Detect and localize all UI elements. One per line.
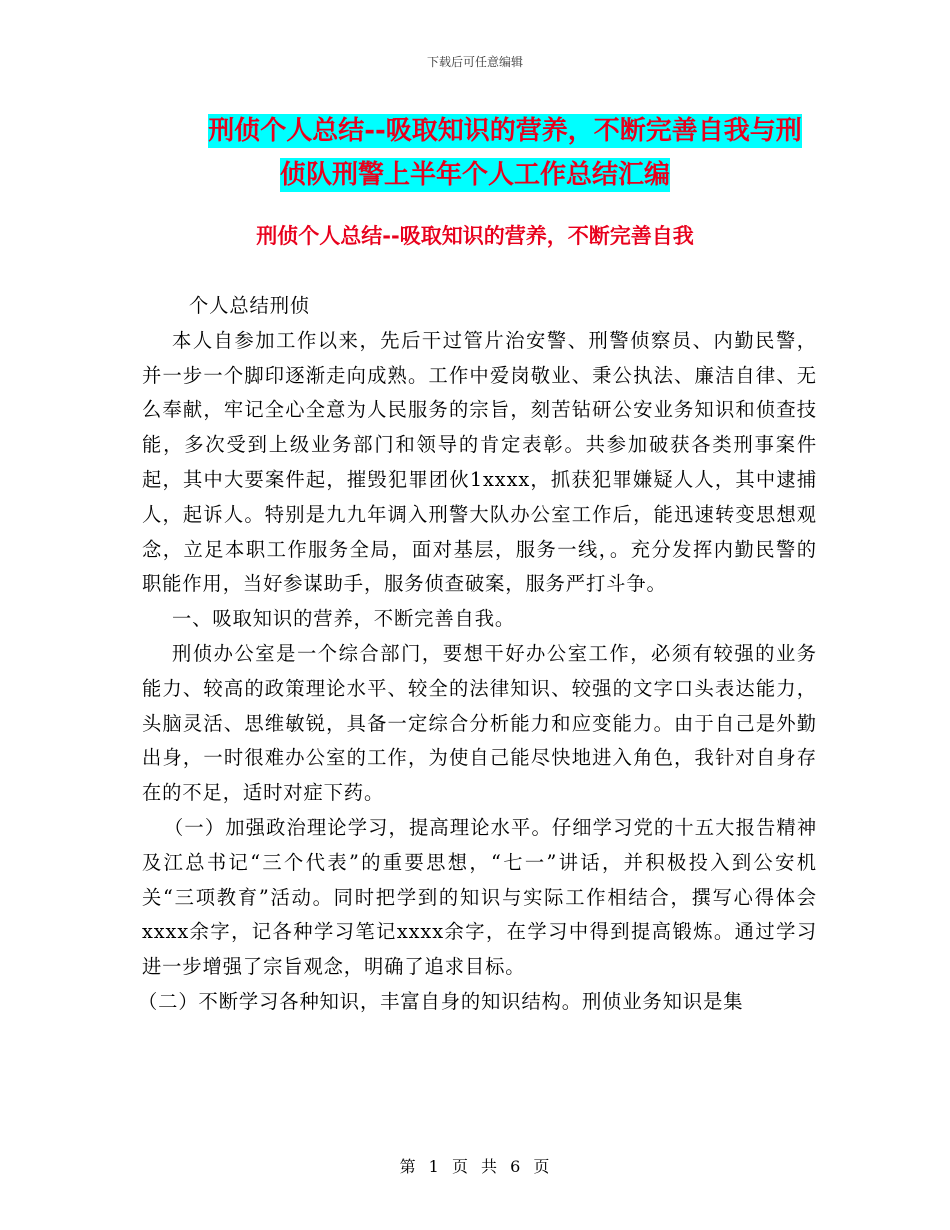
document-title-line-2 xyxy=(0,157,950,193)
header-note: 下载后可任意编辑 xyxy=(426,55,523,69)
section-title: 刑侦个人总结--吸取知识的营养，不断完善自我 xyxy=(256,224,694,248)
paragraph-item-2: （二）不断学习各种知识，丰富自身的知识结构。刑侦业务知识是集 xyxy=(138,989,744,1013)
title-line-2-text: 侦队刑警上半年个人工作总结汇编 xyxy=(279,160,670,190)
page-number: 第 1 页 共 6 页 xyxy=(399,1157,551,1176)
paragraph-keywords: 个人总结刑侦 xyxy=(189,294,311,317)
document-title-line-1 xyxy=(0,113,950,149)
paragraph-office-work: 刑侦办公室是一个综合部门，要想干好办公室工作，必须有较强的业务能力、较高的政策理论水平、较全的法律知识、较强的文字口头表达能力，头脑灵活、思维敏锐，具备一定综合分析能力和应变能力。由于自己是外勤出身，一时很难办公室的工作，为使自己能尽快地进入角色，我针对自身存在的不足，适时对症下药。 xyxy=(142,641,817,805)
title-line-1-text: 刑侦个人总结--吸取知识的营养，不断完善自我与刑 xyxy=(208,116,802,146)
paragraph-intro: 本人自参加工作以来，先后干过管片治安警、刑警侦察员、内勤民警，并一步一个脚印逐渐走向成熟。工作中爱岗敬业、秉公执法、廉洁自律、无么奉献，牢记全心全意为人民服务的宗旨，刻苦钻研公安业务知识和侦查技能，多次受到上级业务部门和领导的肯定表彰。共参加破获各类刑事案件起，其中大要案件起，摧毁犯罪团伙1xxxx，抓获犯罪嫌疑人人，其中逮捕人，起诉人。特别是九九年调入刑警大队办公室工作后，能迅速转变思想观念，立足本职工作服务全局，面对基层，服务一线，。充分发挥内勤民警的职能作用，当好参谋助手，服务侦查破案，服务严打斗争。 xyxy=(142,328,817,596)
paragraph-item-1: （一）加强政治理论学习，提高理论水平。仔细学习党的十五大报告精神及江总书记“三个代表”的重要思想，“七一”讲话，并积极投入到公安机关“三项教育”活动。同时把学到的知识与实际工作相结合，撰写心得体会xxxx余字，记各种学习笔记xxxx余字，在学习中得到提高锻炼。通过学习进一步增强了宗旨观念，明确了追求目标。 xyxy=(142,815,817,979)
body-text xyxy=(138,289,817,1020)
paragraph-heading-1: 一、吸取知识的营养，不断完善自我。 xyxy=(172,607,516,631)
